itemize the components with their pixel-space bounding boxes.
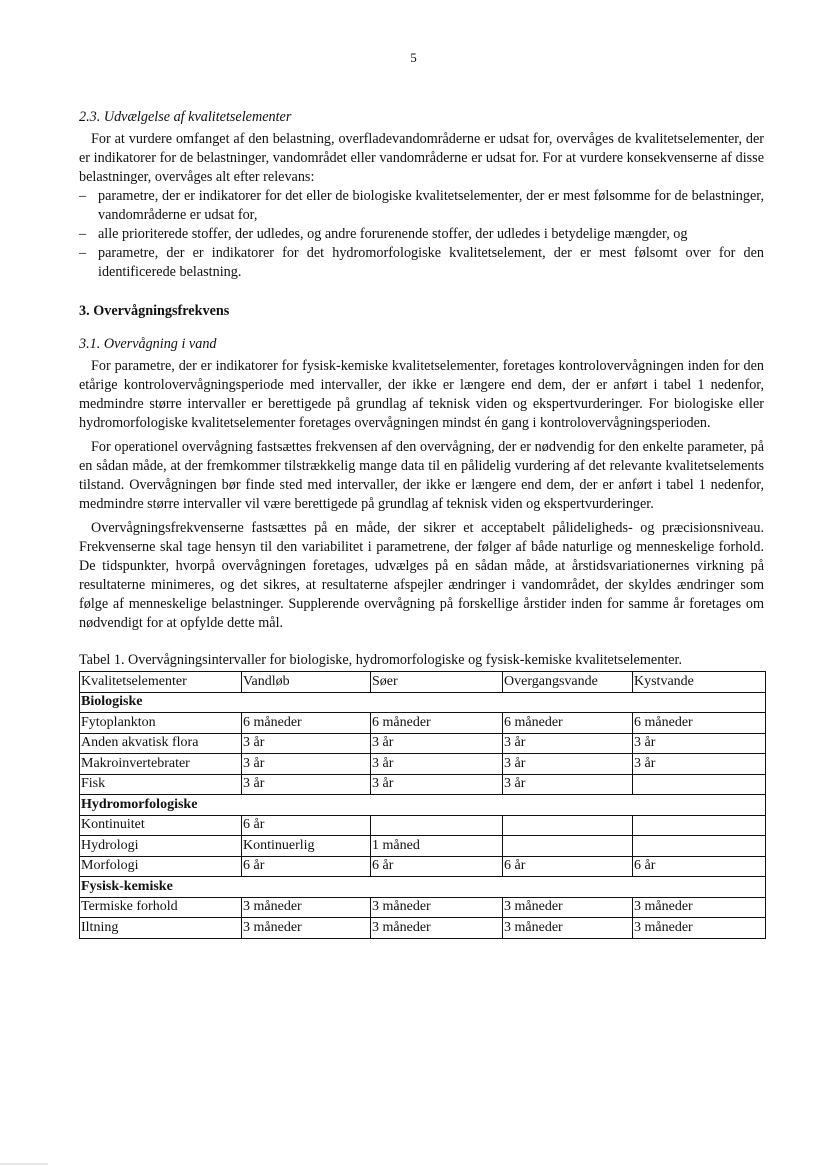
table-header-row <box>80 672 766 693</box>
table-row <box>80 733 766 754</box>
section-3-heading: 3. Overvågningsfrekvens <box>79 303 230 319</box>
table-header-cell: Kystvande <box>633 672 766 693</box>
table-cell: 3 år <box>503 754 633 775</box>
table-cell: Anden akvatisk flora <box>80 733 242 754</box>
table-section-title: Biologiske <box>80 692 766 713</box>
table-row <box>80 774 766 795</box>
table-cell <box>633 774 766 795</box>
bullet-item: – alle prioriterede stoffer, der udledes, og andre forurenende stoffer, der udledes i betydelige mængder, og <box>79 225 764 244</box>
table-row <box>80 713 766 734</box>
table-cell: Morfologi <box>80 856 242 877</box>
table-cell: 3 måneder <box>633 918 766 939</box>
table-cell: 3 måneder <box>503 897 633 918</box>
table-cell: 3 måneder <box>371 918 503 939</box>
table-cell: 3 år <box>503 774 633 795</box>
table-row <box>80 856 766 877</box>
page-content <box>79 108 764 939</box>
table-header-cell: Søer <box>371 672 503 693</box>
section-3-1-paragraph: For operationel overvågning fastsættes frekvensen af den overvågning, der er nødvendig for den enkelte parameter, på en sådan måde, at der fremkommer tilstrækkelig mange data til en pålidelig vurdering af det relevante kvalitetselements tilstand. Overvågningen bør finde sted med intervaller, der ikke er længere end dem, der er anført i tabel 1 nedenfor, medmindre større intervaller vil være berettigede på grundlag af teknisk viden og ekspertvurderinger. <box>79 439 764 512</box>
table-cell: Iltning <box>80 918 242 939</box>
table-cell <box>503 815 633 836</box>
table-cell: 6 år <box>633 856 766 877</box>
table-header-cell: Vandløb <box>242 672 371 693</box>
table-cell: 1 måned <box>371 836 503 857</box>
table-cell <box>371 815 503 836</box>
section-2-3-bullet-list <box>79 187 764 282</box>
table-cell: 3 måneder <box>371 897 503 918</box>
section-2-3-heading: 2.3. Udvælgelse af kvalitetselementer <box>79 109 292 125</box>
table-section-row <box>80 692 766 713</box>
table-cell: Kontinuerlig <box>242 836 371 857</box>
table-cell: Kontinuitet <box>80 815 242 836</box>
table-cell: 3 måneder <box>633 897 766 918</box>
table-header-cell: Overgangsvande <box>503 672 633 693</box>
table-cell: Makroinvertebrater <box>80 754 242 775</box>
table-cell: 3 år <box>371 754 503 775</box>
table-section-title: Hydromorfologiske <box>80 795 766 816</box>
section-2-3-intro: For at vurdere omfanget af den belastning, overfladevandområderne er udsat for, overvåges de kvalitetselementer, der er indikatorer for de belastninger, vandområdet eller vandområderne er udsat for. For at vurdere konsekvenserne af disse belastninger, overvåges alt efter relevans: <box>79 131 764 185</box>
table-header-cell: Kvalitetselementer <box>80 672 242 693</box>
table-row <box>80 815 766 836</box>
page-number: 5 <box>410 50 417 65</box>
table-cell: 3 år <box>503 733 633 754</box>
table-section-row <box>80 877 766 898</box>
table-row <box>80 897 766 918</box>
table-cell <box>503 836 633 857</box>
table-cell: 6 år <box>503 856 633 877</box>
table-cell: 3 år <box>633 733 766 754</box>
table-cell: Termiske forhold <box>80 897 242 918</box>
table-cell: 6 år <box>242 815 371 836</box>
table-cell: 6 måneder <box>633 713 766 734</box>
table-cell: 6 måneder <box>242 713 371 734</box>
table-cell: 6 år <box>371 856 503 877</box>
table-cell <box>633 836 766 857</box>
scan-edge-mark <box>0 1163 48 1165</box>
table-cell: 3 år <box>371 733 503 754</box>
table-cell: 3 måneder <box>242 918 371 939</box>
table-cell <box>633 815 766 836</box>
table-cell: 3 år <box>242 754 371 775</box>
table-section-row <box>80 795 766 816</box>
table-section-title: Fysisk-kemiske <box>80 877 766 898</box>
table-row <box>80 754 766 775</box>
table-row <box>80 918 766 939</box>
table-cell: 3 år <box>242 774 371 795</box>
section-3-1-paragraph: For parametre, der er indikatorer for fysisk-kemiske kvalitetselementer, foretages kontrolovervågningen inden for den etårige kontrolovervågningsperiode med intervaller, der ikke er længere end dem, der er anført i tabel 1 nedenfor, medmindre større intervaller er berettigede på grundlag af teknisk viden og ekspertvurderinger. For biologiske eller hydromorfologiske kvalitetselementer foretages overvågningen mindst én gang i kontrolovervågningsperioden. <box>79 358 764 431</box>
bullet-item: – parametre, der er indikatorer for det hydromorfologiske kvalitetselement, der er mest følsomt over for den identificerede belastning. <box>79 244 764 282</box>
table-cell: 3 måneder <box>242 897 371 918</box>
monitoring-interval-table <box>79 671 766 939</box>
table-cell: 3 måneder <box>503 918 633 939</box>
table-cell: 6 måneder <box>503 713 633 734</box>
bullet-item: – parametre, der er indikatorer for det eller de biologiske kvalitetselementer, der er mest følsomme for de belastninger, vandområderne er udsat for, <box>79 187 764 225</box>
table-cell: 6 måneder <box>371 713 503 734</box>
table-cell: Hydrologi <box>80 836 242 857</box>
table-caption: Tabel 1. Overvågningsintervaller for biologiske, hydromorfologiske og fysisk-kemiske kvalitetselementer. <box>79 652 683 668</box>
table-cell: 3 år <box>633 754 766 775</box>
table-cell: 3 år <box>371 774 503 795</box>
table-cell: Fisk <box>80 774 242 795</box>
section-3-1-paragraph: Overvågningsfrekvenserne fastsættes på en måde, der sikrer et acceptabelt pålideligheds- og præcisionsniveau. Frekvenserne skal tage hensyn til den variabilitet i parametrene, der følger af både naturlige og menneskelige forhold. De tidspunkter, hvorpå overvågningen foretages, udvælges på en sådan måde, at årstidsvariationernes virkning på resultaterne minimeres, og det sikres, at resultaterne afspejler ændringer i vandområdet, der skyldes ændringer som følge af menneskelige belastninger. Supplerende overvågning på forskellige årstider inden for samme år foretages om nødvendigt for at opfylde dette mål. <box>79 520 764 631</box>
section-3-1-heading: 3.1. Overvågning i vand <box>79 336 217 352</box>
table-cell: 6 år <box>242 856 371 877</box>
table-cell: Fytoplankton <box>80 713 242 734</box>
table-cell: 3 år <box>242 733 371 754</box>
table-row <box>80 836 766 857</box>
